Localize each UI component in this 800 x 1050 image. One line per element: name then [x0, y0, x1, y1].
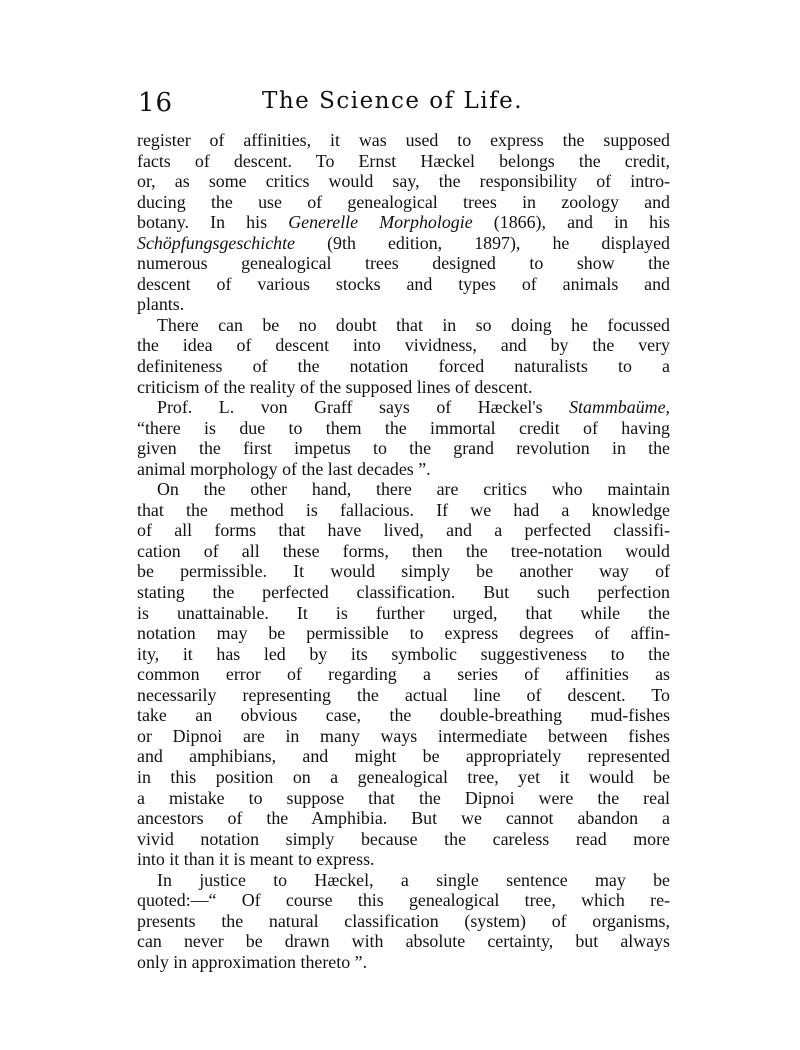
text-line: given the first impetus to the grand revolution in the	[137, 438, 670, 459]
text-line: plants.	[137, 294, 185, 315]
text-line: only in approximation thereto ”.	[137, 951, 368, 972]
text-line: common error of regarding a series of affinities as	[137, 664, 670, 685]
text-line: and amphibians, and might be appropriately represented	[137, 746, 670, 767]
text-line: numerous genealogical trees designed to show the	[137, 253, 670, 274]
text-line: ity, it has led by its symbolic suggestiveness to the	[137, 643, 670, 664]
text-line: or Dipnoi are in many ways intermediate between fishes	[137, 725, 670, 746]
text-line: be permissible. It would simply be another way of	[137, 561, 670, 582]
text-line: ducing the use of genealogical trees in zoology and	[137, 191, 670, 212]
text-line: stating the perfected classification. But such perfection	[137, 582, 670, 603]
text-line: quoted:—“ Of course this genealogical tree, which re-	[137, 890, 670, 911]
text-line: the idea of descent into vividness, and by the very	[137, 335, 670, 356]
text-line: in this position on a genealogical tree, yet it would be	[137, 766, 670, 787]
text-line: register of affinities, it was used to express the supposed	[137, 130, 670, 150]
text-line: “there is due to them the immortal credit of having	[137, 417, 670, 438]
text-line: facts of descent. To Ernst Hæckel belongs the credit,	[137, 150, 670, 171]
text-line: a mistake to suppose that the Dipnoi were the real	[137, 787, 670, 808]
text-line: notation may be permissible to express degrees of affin-	[137, 623, 670, 644]
text-line: botany. In his Generelle Morphologie (1866), and in his	[137, 212, 671, 233]
text-line: descent of various stocks and types of animals and	[137, 273, 670, 294]
running-title: The Science of Life.	[262, 88, 524, 114]
text-line: criticism of the reality of the supposed lines of descent.	[137, 376, 533, 397]
text-line: Prof. L. von Graff says of Hæckel's Stammbaüme,	[157, 397, 670, 418]
body-text	[137, 130, 670, 972]
page-number: 16	[138, 88, 174, 118]
text-line: On the other hand, there are critics who maintain	[157, 479, 670, 500]
text-line: presents the natural classification (system) of organisms,	[137, 910, 670, 931]
text-line: Schöpfungsgeschichte (9th edition, 1897), he displayed	[137, 232, 670, 253]
text-line: of all forms that have lived, and a perfected classifi-	[137, 520, 670, 541]
italic-title: Stammbaüme	[569, 397, 666, 418]
text-line: that the method is fallacious. If we had a knowledge	[137, 499, 670, 520]
text-line: There can be no doubt that in so doing he focussed	[157, 314, 670, 335]
text-line: definiteness of the notation forced naturalists to a	[137, 356, 670, 377]
text-line: is unattainable. It is further urged, that while the	[137, 602, 670, 623]
text-line: ancestors of the Amphibia. But we cannot abandon a	[137, 808, 670, 829]
text-line: In justice to Hæckel, a single sentence may be	[157, 869, 670, 890]
text-line: animal morphology of the last decades ”.	[137, 458, 431, 479]
text-line: cation of all these forms, then the tree-notation would	[137, 540, 670, 561]
text-line: into it than it is meant to express.	[137, 849, 375, 870]
text-line: necessarily representing the actual line of descent. To	[137, 684, 670, 705]
text-line: or, as some critics would say, the responsibility of intro-	[137, 171, 670, 192]
text-line: take an obvious case, the double-breathing mud-fishes	[137, 705, 670, 726]
italic-title: Generelle Morphologie	[288, 212, 473, 233]
text-line: vivid notation simply because the careless read more	[137, 828, 670, 849]
text-line: can never be drawn with absolute certainty, but always	[137, 931, 670, 952]
italic-title: Schöpfungsgeschichte	[137, 232, 295, 253]
